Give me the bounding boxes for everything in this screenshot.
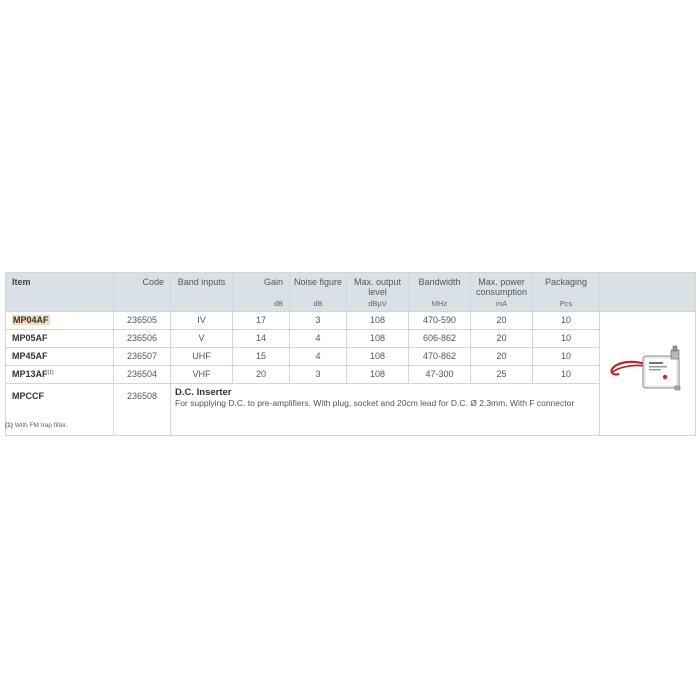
spec-table	[5, 272, 696, 436]
cell-band: VHF	[171, 366, 233, 384]
header-bandwidth: Bandwidth MHz	[409, 273, 471, 312]
header-row	[6, 273, 696, 312]
amplifier-product-photo-icon	[603, 336, 693, 406]
header-packaging: Packaging Pcs	[533, 273, 600, 312]
table-row	[6, 330, 696, 348]
cell-noise: 4	[290, 348, 347, 366]
cell-power: 20	[471, 312, 533, 330]
cell-item: MP05AF	[6, 330, 114, 348]
header-power: Max. power consumption mA	[471, 273, 533, 312]
cell-max-output: 108	[347, 348, 409, 366]
header-item: Item	[6, 273, 114, 312]
footnote-text: With FM trap filter.	[14, 422, 68, 429]
cell-bandwidth: 47-300	[409, 366, 471, 384]
header-band: Band inputs	[171, 273, 233, 312]
cell-packaging: 10	[533, 348, 600, 366]
cell-band: UHF	[171, 348, 233, 366]
cell-power: 20	[471, 330, 533, 348]
cell-noise: 4	[290, 330, 347, 348]
cell-bandwidth: 606-862	[409, 330, 471, 348]
table-row	[6, 366, 696, 384]
cell-description	[171, 384, 600, 436]
cell-band: IV	[171, 312, 233, 330]
cell-packaging: 10	[533, 312, 600, 330]
cell-gain: 20	[233, 366, 290, 384]
cell-max-output: 108	[347, 366, 409, 384]
spec-table-wrapper	[5, 272, 695, 436]
cell-code: 236508	[114, 384, 171, 436]
cell-power: 25	[471, 366, 533, 384]
table-row-dc-inserter	[6, 384, 696, 436]
cell-item: MPCCF	[6, 384, 114, 436]
header-gain: Gain dB	[233, 273, 290, 312]
cell-bandwidth: 470-590	[409, 312, 471, 330]
cell-max-output: 108	[347, 330, 409, 348]
header-image	[600, 273, 696, 312]
description-text: For supplying D.C. to pre-amplifiers. With plug, socket and 20cm lead for D.C. Ø 2.3mm. With F connector	[175, 398, 575, 408]
cell-packaging: 10	[533, 366, 600, 384]
cell-code: 236507	[114, 348, 171, 366]
footnote-marker: (1)	[47, 370, 54, 376]
header-noise: Noise figure dB	[290, 273, 347, 312]
cell-max-output: 108	[347, 312, 409, 330]
cell-band: V	[171, 330, 233, 348]
footnote-marker: (1)	[5, 422, 13, 429]
cell-noise: 3	[290, 366, 347, 384]
cell-code: 236505	[114, 312, 171, 330]
cell-code: 236504	[114, 366, 171, 384]
cell-power: 20	[471, 348, 533, 366]
cell-noise: 3	[290, 312, 347, 330]
table-row	[6, 348, 696, 366]
header-code: Code	[114, 273, 171, 312]
cell-item: MP45AF	[6, 348, 114, 366]
cell-code: 236506	[114, 330, 171, 348]
description-title: D.C. Inserter	[175, 387, 232, 398]
highlighted-item: MP04AF	[13, 315, 49, 325]
cell-gain: 17	[233, 312, 290, 330]
cell-bandwidth: 470-862	[409, 348, 471, 366]
header-max-output: Max. output level dBμV	[347, 273, 409, 312]
cell-item	[6, 312, 114, 330]
cell-item: MP13AF$^{(1)}$	[6, 366, 114, 384]
cell-gain: 15	[233, 348, 290, 366]
footnote	[5, 422, 68, 429]
cell-gain: 14	[233, 330, 290, 348]
cell-packaging: 10	[533, 330, 600, 348]
product-image-cell	[600, 312, 696, 436]
table-row	[6, 312, 696, 330]
